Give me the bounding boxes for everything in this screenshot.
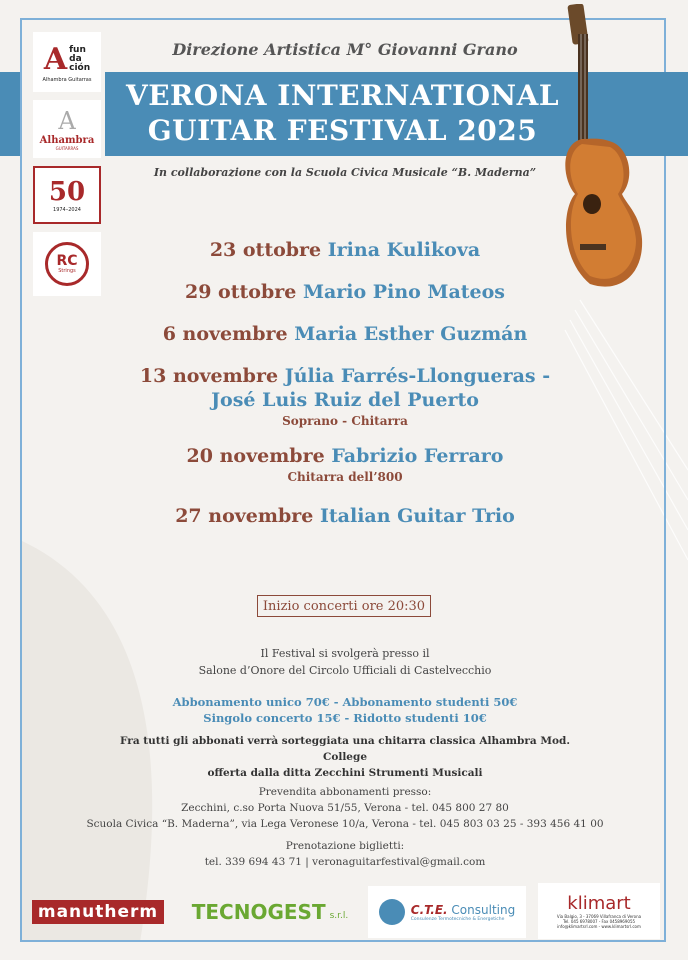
concert-item: 27 novembre Italian Guitar Trio xyxy=(175,505,515,527)
concert-item: 20 novembre Fabrizio Ferraro xyxy=(186,445,504,467)
sponsor-cte-consulting: C.T.E. Consulting Consulenze Termotecniche & Energetiche xyxy=(368,886,526,938)
title-line-2: GUITAR FESTIVAL 2025 xyxy=(147,114,538,147)
concert-item-performer-2: José Luis Ruiz del Puerto xyxy=(211,389,479,411)
title-line-1: VERONA INTERNATIONAL xyxy=(125,79,560,112)
start-time-badge: Inizio concerti ore 20:30 xyxy=(257,595,431,617)
alhambra-logo: A Alhambra GUITARRAS xyxy=(33,100,101,158)
price-info: Abbonamento unico 70€ - Abbonamento studenti 50€ Singolo concerto 15€ - Ridotto studenti 10€ xyxy=(172,695,518,725)
artistic-director: Direzione Artistica M° Giovanni Grano xyxy=(172,40,518,59)
cte-globe-icon xyxy=(379,899,405,925)
concert-item: 23 ottobre Irina Kulikova xyxy=(209,239,481,261)
banner-stripe-left xyxy=(0,72,20,156)
sponsor-tecnogest: TECNOGEST s.r.l. xyxy=(191,900,349,924)
concert-subtitle: Soprano - Chitarra xyxy=(282,414,408,428)
festival-title xyxy=(105,78,580,148)
concert-item: 6 novembre Maria Esther Guzmán xyxy=(162,323,528,345)
venue-info: Il Festival si svolgerà presso il Salone d’Onore del Circolo Ufficiali di Castelvecchio xyxy=(198,647,492,677)
sponsor-klimart: klimart Via Balgio, 3 - 37069 Villafranca di Verona Tel. 045 6978007 - Fax 0458969055 info@klimartsrl.com - www.klimartsrl.com xyxy=(538,883,660,939)
rc-strings-logo: RC Strings xyxy=(33,232,101,296)
partner-logos xyxy=(33,32,101,304)
fifty-years-logo: 50 1974–2024 xyxy=(33,166,101,224)
concert-item: 29 ottobre Mario Pino Mateos xyxy=(184,281,505,303)
presale-info: Prevendita abbonamenti presso: Zecchini, c.so Porta Nuova 51/55, Verona - tel. 045 800 27 80 Scuola Civica “B. Maderna”, via Lega Veronese 10/a, Verona - tel. 045 803 03 25 - 393 456 41 00 xyxy=(86,786,604,830)
booking-info: Prenotazione biglietti: tel. 339 694 43 71 | veronaguitarfestival@gmail.com xyxy=(204,840,486,868)
collaboration-note: In collaborazione con la Scuola Civica Musicale “B. Maderna” xyxy=(153,166,537,179)
raffle-info: Fra tutti gli abbonati verrà sorteggiata una chitarra classica Alhambra Mod. College offerta dalla ditta Zecchini Strumenti Musicali xyxy=(120,735,570,779)
fundacion-logo: A fun da ción Alhambra Guitarras xyxy=(33,32,101,92)
concert-item: 13 novembre Júlia Farrés-Llongueras - xyxy=(139,365,551,387)
concert-subtitle: Chitarra dell’800 xyxy=(287,470,403,484)
concert-list xyxy=(110,238,580,528)
sponsor-manutherm: manutherm xyxy=(28,886,168,938)
